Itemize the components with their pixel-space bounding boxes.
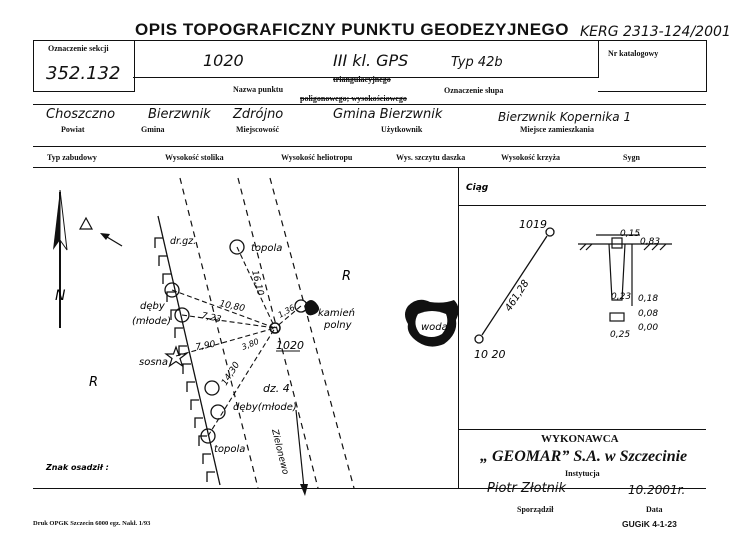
date-value: 10.2001r.: [628, 483, 686, 497]
mlode-label: (młode): [132, 316, 172, 327]
deby-mlode-label: dęby(młode): [233, 402, 297, 413]
profile-018: 0,18: [638, 294, 659, 304]
dist-1610-label: 16,10: [249, 269, 266, 297]
profile-083: 0,83: [640, 237, 661, 247]
gmina-value: Bierzwnik: [148, 107, 211, 122]
topola-bottom-label: topola: [214, 444, 246, 455]
date-label: Data: [646, 505, 663, 514]
wys-krzyza-label: Wysokość krzyża: [501, 153, 561, 162]
sygnal-label: Sygn: [623, 153, 640, 162]
contractor-name: „ GEOMAR” S.A. w Szczecinie: [480, 448, 688, 465]
traverse-bottom-point: 10 20: [474, 348, 506, 361]
institution-label: Instytucja: [565, 469, 600, 478]
traverse-line: [482, 236, 547, 335]
profile-000: 0,00: [638, 323, 659, 333]
sosna-label: sosna: [139, 357, 169, 368]
catalog-label: Nr katalogowy: [608, 49, 659, 58]
miejsce-label: Miejsce zamieszkania: [520, 125, 594, 134]
dist-1430-label: 14,30: [220, 360, 243, 388]
miejscowosc-label: Miejscowość: [236, 125, 280, 134]
point-1019-icon: [546, 228, 554, 236]
deby-label: dęby: [140, 301, 165, 312]
form-title: OPIS TOPOGRAFICZNY PUNKTU GEODEZYJNEGO: [135, 20, 569, 39]
stone-icon: [305, 300, 319, 315]
traverse-label: Ciąg: [466, 183, 489, 193]
region-r-right: R: [342, 269, 352, 284]
miejscowosc-value: Zdrójno: [233, 107, 284, 122]
profile-008: 0,08: [638, 309, 659, 319]
dist-380-label: 3,80: [240, 336, 261, 352]
direction-arrow-icon: [100, 233, 122, 246]
street-label: Zielonewo: [269, 428, 290, 476]
traverse-distance: 461,28: [503, 278, 532, 314]
gmina-label: Gmina: [141, 125, 165, 134]
section-value: 352.132: [46, 63, 121, 84]
section-label: Oznaczenie sekcji: [48, 44, 109, 53]
uzytkownik-value: Gmina Bierzwnik: [333, 107, 443, 122]
network-types-1: triangulacyjnego: [333, 75, 391, 84]
footer-print-info: Druk OPGK Szczecin 6000 egz. Nakł. 1/93: [33, 520, 151, 527]
kamien-label-1: kamień: [318, 308, 355, 319]
region-r-left: R: [89, 375, 99, 390]
profile-025: 0,25: [610, 330, 631, 340]
author-name: Piotr Złotnik: [487, 481, 567, 496]
kamien-label-2: polny: [324, 320, 352, 331]
profile-023: 0,23: [611, 292, 632, 302]
topola-top-label: topola: [251, 243, 283, 254]
point-name-label: Nazwa punktu: [233, 85, 284, 94]
dist-723-label: 7,23: [200, 311, 223, 326]
point-name-value: 1020: [203, 51, 244, 70]
uzytkownik-label: Użytkownik: [381, 125, 423, 134]
powiat-value: Choszczno: [46, 107, 116, 122]
dist-790-label: 7,90: [194, 339, 217, 353]
powiat-label: Powiat: [61, 125, 85, 134]
dist-136-label: 1,36: [276, 303, 297, 320]
wys-szczytu-label: Wys. szczytu daszka: [396, 153, 466, 162]
wys-heliotropu-label: Wysokość heliotropu: [281, 153, 353, 162]
network-types-2: poligonowego; wysokościowego: [300, 94, 407, 103]
footer-form-code: GUGiK 4-1-23: [622, 519, 677, 529]
north-arrow-icon: [53, 190, 67, 328]
triangle-marker-icon: [80, 218, 92, 229]
author-label: Sporządził: [517, 505, 554, 514]
water-label: woda: [421, 322, 448, 333]
miejsce-value: Bierzwnik Kopernika 1: [498, 110, 632, 124]
typ-zabudowy-label: Typ zabudowy: [47, 153, 97, 162]
traverse-top-point: 1019: [519, 218, 547, 231]
dr-gz-label: dr.gz.: [170, 236, 197, 247]
parcel-label: dz. 4: [263, 382, 290, 395]
road-edges: [180, 178, 354, 488]
profile-015: 0,15: [620, 229, 641, 239]
wys-stolika-label: Wysokość stolika: [165, 153, 224, 162]
point-1020-label: 1020: [276, 339, 304, 352]
north-label: N: [55, 288, 66, 304]
contractor-label: WYKONAWCA: [541, 433, 619, 445]
pine-star-icon: [166, 347, 186, 366]
pillar-label: Oznaczenie słupa: [444, 86, 504, 95]
class-value: III kl. GPS: [333, 51, 409, 70]
point-1020-traverse-icon: [475, 335, 483, 343]
street-arrow-icon: [296, 410, 308, 496]
type-value: Typ 42b: [451, 55, 503, 70]
reference-number: KERG 2313-124/2001: [580, 24, 731, 40]
dist-1080-label: 10,80: [218, 299, 246, 315]
marker-placed-label: Znak osadził :: [46, 463, 109, 472]
